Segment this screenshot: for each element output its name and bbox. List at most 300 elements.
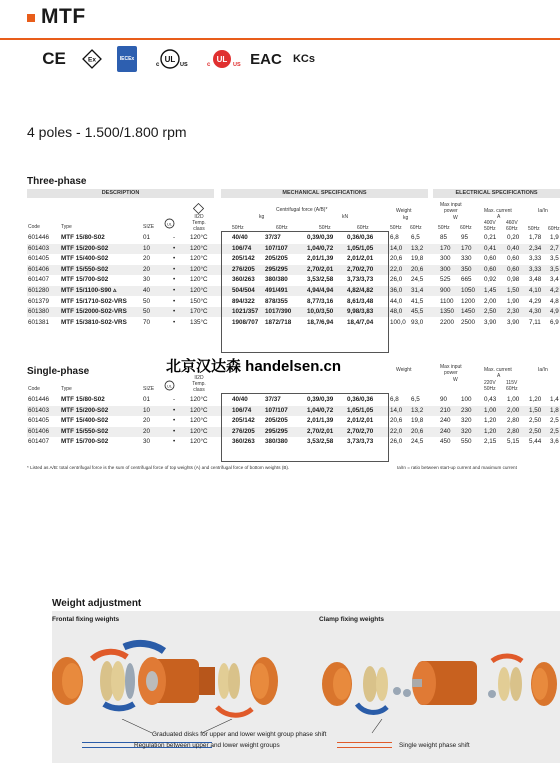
- cell-cf-kn-60: 8,61/3,48: [347, 297, 374, 305]
- cell-weight-50: 6,8: [390, 396, 399, 403]
- col-code: Code: [28, 224, 40, 230]
- cell-ul: •: [173, 406, 176, 414]
- cell-ratio-60: 3,4: [550, 276, 559, 284]
- cell-ratio-50: 4,30: [529, 308, 542, 316]
- cell-cf-kn-50: 2,70/2,01: [307, 427, 334, 435]
- cell-ratio-50: 1,50: [529, 406, 542, 414]
- frontal-weights-right: [218, 663, 240, 699]
- cell-cf-kn-50: 2,01/1,39: [307, 255, 334, 263]
- cell-current-b: 0,98: [507, 276, 520, 284]
- cell-ratio-60: 4,2: [550, 287, 559, 294]
- cell-cf-kn-50: 8,77/3,16: [307, 297, 334, 305]
- eac-mark-icon: EAC: [250, 50, 282, 68]
- frontal-red-arrow: [92, 652, 127, 659]
- cell-cf-kn-50: 2,70/2,01: [307, 265, 334, 273]
- cell-weight-60: 24,5: [411, 276, 424, 284]
- col-kn: kN: [342, 214, 349, 220]
- cell-current-b: 2,00: [507, 406, 520, 414]
- cell-ul: -: [173, 234, 176, 241]
- cell-cf-kn-50: 3,53/2,58: [307, 438, 334, 446]
- certification-logos: [42, 46, 372, 74]
- cell-size: 50: [143, 297, 151, 305]
- cell-cf-kn-60: 18,4/7,04: [347, 318, 374, 326]
- header: [0, 0, 560, 40]
- cell-temp: 120°C: [190, 287, 208, 294]
- frontal-cover-left: [52, 657, 83, 705]
- cell-ratio-50: 2,50: [529, 427, 542, 435]
- page-title: MTF: [41, 5, 86, 28]
- cell-power-60: 320: [461, 427, 472, 435]
- cell-type: MTF 15/700-S02: [61, 438, 109, 446]
- cell-code: 601403: [28, 244, 50, 252]
- cell-current-a: 1,20: [484, 427, 497, 435]
- col-power-50hz: 50Hz: [438, 225, 450, 231]
- cell-size: 10: [143, 244, 151, 252]
- cell-ul: •: [173, 427, 176, 435]
- cell-power-60: 1200: [461, 297, 476, 305]
- col-weight-unit: kg: [403, 215, 409, 221]
- cell-power-50: 210: [440, 406, 451, 414]
- cell-ul: •: [173, 255, 176, 263]
- ul-listed-red-icon: [202, 46, 242, 72]
- sp-col-temp-class: II2D Temp. class: [192, 375, 206, 393]
- cell-current-a: 1,45: [484, 287, 497, 294]
- clamp-blue-arrow: [357, 704, 387, 712]
- cell-current-a: 0,21: [484, 234, 497, 241]
- cell-code: 601446: [28, 234, 50, 241]
- single-phase-title: Single-phase: [27, 366, 90, 377]
- cell-cf-kn-50: 1,04/0,72: [307, 244, 334, 252]
- col-current-60hz: 60Hz: [506, 226, 518, 232]
- col-50hz-kg: 50Hz: [232, 225, 244, 231]
- cell-ul: •: [173, 308, 176, 316]
- cell-cf-kn-50: 3,53/2,58: [307, 276, 334, 284]
- cell-code: 601380: [28, 308, 50, 316]
- cell-power-60: 95: [461, 234, 469, 241]
- cell-size: 30: [143, 276, 151, 284]
- cell-current-b: 1,00: [507, 396, 520, 403]
- col-ul-icon: [164, 218, 175, 231]
- cell-current-b: 2,30: [507, 308, 520, 316]
- cell-cf-kn-60: 2,70/2,70: [347, 427, 374, 435]
- kcs-mark-icon: KCs: [292, 53, 315, 65]
- cell-size: 20: [143, 427, 151, 435]
- cell-size: 10: [143, 406, 151, 414]
- cell-weight-50: 26,0: [390, 276, 403, 284]
- iecex-icon: IECEx: [117, 46, 137, 72]
- cell-current-b: 3,90: [507, 318, 520, 326]
- header-accent-square: [27, 14, 35, 22]
- cell-ul: •: [173, 276, 176, 284]
- weight-adjustment-title: Weight adjustment: [52, 598, 142, 609]
- cell-cf-kn-60: 0,36/0,36: [347, 234, 374, 241]
- cell-weight-50: 48,0: [390, 308, 403, 316]
- cell-cf-kn-50: 18,7/6,94: [307, 318, 334, 326]
- cell-ratio-60: 3,5: [550, 265, 559, 273]
- col-60hz-kn: 60Hz: [357, 225, 369, 231]
- three-phase-mech-frame: [221, 231, 389, 353]
- cell-weight-60: 13,2: [411, 406, 424, 414]
- cell-ratio-60: 4,8: [550, 297, 559, 305]
- cell-weight-50: 22,0: [390, 427, 403, 435]
- cell-ratio-50: 1,78: [529, 234, 542, 241]
- cell-weight-60: 13,2: [411, 244, 424, 252]
- cell-type: MTF 15/1710-S02-VRS: [61, 297, 127, 305]
- cell-weight-60: 45,5: [411, 308, 424, 316]
- cell-code: 601280: [28, 287, 50, 294]
- col-type: Type: [61, 224, 72, 230]
- cell-type: MTF 15/1100-S90 ▵: [61, 287, 117, 294]
- cell-weight-50: 36,0: [390, 287, 403, 294]
- cell-size: 01: [143, 396, 151, 403]
- cell-cf-kn-50: 0,39/0,39: [307, 234, 334, 241]
- cell-temp: 135°C: [190, 318, 208, 326]
- sp-col-power-unit: W: [453, 377, 458, 383]
- cell-cf-kn-50: 2,01/1,39: [307, 417, 334, 425]
- col-weight: Weight: [396, 208, 412, 214]
- cell-ratio-60: 3,5: [550, 255, 559, 263]
- col-ratio-50hz: 50Hz: [528, 226, 540, 232]
- cell-code: 601379: [28, 297, 50, 305]
- cell-cf-kg-50: 360/263: [232, 438, 255, 446]
- atex-ex-icon: [82, 46, 102, 72]
- cell-temp: 120°C: [190, 244, 208, 252]
- cell-type: MTF 15/550-S02: [61, 265, 109, 273]
- cell-power-50: 450: [440, 438, 451, 446]
- cell-cf-kg-50: 205/142: [232, 417, 255, 425]
- cell-weight-50: 14,0: [390, 406, 403, 414]
- cell-cf-kg-50: 40/40: [232, 396, 248, 403]
- clamp-motor: [412, 661, 477, 705]
- clamp-weights-right: [488, 667, 522, 701]
- cell-power-60: 100: [461, 396, 472, 403]
- cell-weight-50: 14,0: [390, 244, 403, 252]
- cell-weight-60: 19,8: [411, 417, 424, 425]
- cell-weight-60: 31,4: [411, 287, 424, 294]
- cell-temp: 170°C: [190, 308, 208, 316]
- cell-current-b: 1,90: [507, 297, 520, 305]
- col-power-unit: W: [453, 215, 458, 221]
- single-phase-mech-frame: [221, 393, 389, 462]
- cell-power-50: 240: [440, 417, 451, 425]
- cell-code: 601405: [28, 417, 50, 425]
- sp-col-current-50hz: 50Hz: [484, 386, 496, 392]
- cell-current-a: 2,15: [484, 438, 497, 446]
- cell-cf-kn-60: 4,82/4,82: [347, 287, 374, 294]
- frontal-top-blue-arrow: [124, 643, 164, 651]
- cell-current-b: 2,80: [507, 417, 520, 425]
- cell-type: MTF 15/200-S02: [61, 244, 109, 252]
- col-current: Max. current: [484, 208, 512, 214]
- cell-cf-kg-60: 107/107: [265, 244, 288, 252]
- watermark: 北京汉达森 handelsen.cn: [166, 358, 342, 375]
- cell-current-a: 0,60: [484, 265, 497, 273]
- col-size: SIZE: [143, 224, 155, 230]
- cell-temp: 120°C: [190, 427, 208, 435]
- svg-text:US: US: [180, 62, 188, 68]
- speed-subtitle: 4 poles - 1.500/1.800 rpm: [27, 124, 187, 140]
- cell-weight-60: 24,5: [411, 438, 424, 446]
- sp-col-size: SIZE: [143, 386, 155, 392]
- cell-power-60: 550: [461, 438, 472, 446]
- svg-text:c: c: [207, 62, 211, 68]
- cell-cf-kn-60: 3,73/3,73: [347, 438, 374, 446]
- cell-ul: •: [173, 287, 176, 294]
- cell-cf-kg-50: 894/322: [232, 297, 255, 305]
- band-description: DESCRIPTION: [27, 189, 214, 198]
- cell-type: MTF 15/400-S02: [61, 255, 109, 263]
- cell-current-b: 0,20: [507, 234, 520, 241]
- legend-red-label: Single weight phase shift: [399, 742, 470, 749]
- cell-code: 601381: [28, 318, 50, 326]
- cell-code: 601446: [28, 396, 50, 403]
- cell-type: MTF 15/700-S02: [61, 276, 109, 284]
- cell-ratio-60: 1,8: [550, 406, 559, 414]
- cell-ratio-60: 1,9: [550, 234, 559, 241]
- cell-type: MTF 15/2000-S02-VRS: [61, 308, 127, 316]
- cell-power-50: 525: [440, 276, 451, 284]
- cell-power-50: 85: [440, 234, 448, 241]
- cell-code: 601407: [28, 438, 50, 446]
- cell-cf-kg-50: 205/142: [232, 255, 255, 263]
- three-phase-title: Three-phase: [27, 176, 87, 187]
- cell-current-b: 0,60: [507, 265, 520, 273]
- cell-temp: 120°C: [190, 396, 208, 403]
- svg-text:US: US: [233, 62, 241, 68]
- cell-size: 20: [143, 255, 151, 263]
- cell-power-50: 300: [440, 255, 451, 263]
- cell-ratio-60: 2,5: [550, 427, 559, 435]
- cell-cf-kn-60: 1,05/1,05: [347, 406, 374, 414]
- cell-ratio-50: 1,20: [529, 396, 542, 403]
- cell-power-60: 320: [461, 417, 472, 425]
- cell-current-a: 0,60: [484, 255, 497, 263]
- cell-cf-kg-50: 1908/707: [232, 318, 259, 326]
- cell-code: 601406: [28, 427, 50, 435]
- cell-cf-kn-60: 9,98/3,83: [347, 308, 374, 316]
- col-ratio-60hz: 60Hz: [548, 226, 560, 232]
- cell-power-50: 2200: [440, 318, 455, 326]
- sp-col-220v: 220V: [484, 380, 496, 386]
- cell-code: 601406: [28, 265, 50, 273]
- cell-ratio-60: 3,6: [550, 438, 559, 446]
- cell-current-a: 0,41: [484, 244, 497, 252]
- graduated-disks-caption: Graduated disks for upper and lower weight group phase shift: [152, 731, 327, 738]
- cell-cf-kg-50: 1021/357: [232, 308, 259, 316]
- clamp-cover-left: [322, 662, 352, 706]
- weight-diagram-illustration: [52, 629, 560, 729]
- cell-ratio-60: 4,9: [550, 308, 559, 316]
- cell-ratio-60: 2,5: [550, 417, 559, 425]
- cell-cf-kg-60: 107/107: [265, 406, 288, 414]
- cell-weight-60: 93,0: [411, 318, 424, 326]
- col-power: Max input power: [440, 202, 462, 214]
- cell-cf-kn-60: 2,70/2,70: [347, 265, 374, 273]
- cell-ul: •: [173, 438, 176, 446]
- cell-temp: 120°C: [190, 417, 208, 425]
- cell-cf-kg-60: 295/295: [265, 265, 288, 273]
- cell-type: MTF 15/550-S02: [61, 427, 109, 435]
- cell-power-60: 2500: [461, 318, 476, 326]
- cell-power-60: 170: [461, 244, 472, 252]
- col-current-50hz: 50Hz: [484, 226, 496, 232]
- cell-ul: •: [173, 318, 176, 326]
- cell-current-a: 0,43: [484, 396, 497, 403]
- svg-text:UL: UL: [164, 55, 176, 64]
- cell-weight-50: 22,0: [390, 265, 403, 273]
- cell-size: 20: [143, 417, 151, 425]
- sp-col-ul-icon: [164, 380, 175, 393]
- cell-cf-kn-50: 1,04/0,72: [307, 406, 334, 414]
- cell-cf-kg-50: 106/74: [232, 406, 252, 414]
- cell-weight-60: 20,6: [411, 265, 424, 273]
- cell-power-60: 665: [461, 276, 472, 284]
- cell-weight-60: 20,6: [411, 427, 424, 435]
- cell-temp: 150°C: [190, 297, 208, 305]
- cell-code: 601403: [28, 406, 50, 414]
- sp-col-current-60hz: 60Hz: [506, 386, 518, 392]
- cell-weight-60: 6,5: [411, 234, 420, 241]
- cell-type: MTF 15/200-S02: [61, 406, 109, 414]
- cell-weight-50: 26,0: [390, 438, 403, 446]
- cell-current-a: 3,90: [484, 318, 497, 326]
- col-50hz-kn: 50Hz: [319, 225, 331, 231]
- footnote-ratio: Ia/In = ratio between start-up current and maximum current: [397, 465, 517, 470]
- cell-power-60: 330: [461, 255, 472, 263]
- cell-ratio-60: 1,4: [550, 396, 559, 403]
- cell-temp: 120°C: [190, 234, 208, 241]
- cell-weight-50: 20,6: [390, 417, 403, 425]
- cell-code: 601407: [28, 276, 50, 284]
- sp-col-power: Max input power: [440, 364, 462, 376]
- col-400v: 400V: [484, 220, 496, 226]
- col-ratio: Ia/In: [538, 208, 548, 214]
- sp-col-115v: 115V: [506, 380, 518, 386]
- cell-current-a: 2,50: [484, 308, 497, 316]
- cell-power-50: 300: [440, 265, 451, 273]
- cell-power-50: 1100: [440, 297, 454, 305]
- cell-cf-kg-50: 40/40: [232, 234, 248, 241]
- col-temp-class: II2D Temp. class: [192, 214, 206, 232]
- svg-text:UL: UL: [166, 221, 173, 227]
- cell-cf-kn-60: 2,01/2,01: [347, 417, 374, 425]
- col-weight-50hz: 50Hz: [390, 225, 402, 231]
- cell-ratio-50: 4,29: [529, 297, 542, 305]
- clamp-weights-left: [363, 666, 411, 702]
- sp-col-current: Max. current: [484, 367, 512, 373]
- cell-weight-50: 44,0: [390, 297, 403, 305]
- col-460v: 460V: [506, 220, 518, 226]
- cell-current-b: 1,50: [507, 287, 520, 294]
- cell-size: 70: [143, 318, 151, 326]
- cell-weight-50: 20,6: [390, 255, 403, 263]
- cell-cf-kg-60: 380/380: [265, 438, 288, 446]
- cell-ul: •: [173, 265, 176, 273]
- footnote-centrifugal: * Listed as A/B: total centrifugal force is the sum of centrifugal force of top weights (A) and centrifugal force of bottom weights (B).: [27, 465, 290, 470]
- col-kg: kg: [259, 214, 265, 220]
- cell-cf-kg-60: 491/491: [265, 287, 288, 294]
- header-rule: [0, 38, 560, 40]
- cell-power-50: 90: [440, 396, 448, 403]
- cell-ratio-50: 5,44: [529, 438, 542, 446]
- cell-type: MTF 15/80-S02: [61, 396, 105, 403]
- ce-mark-icon: CE: [42, 49, 66, 68]
- clamp-cover-right: [531, 662, 557, 706]
- svg-text:c: c: [156, 62, 160, 68]
- cell-ul: •: [173, 244, 176, 252]
- cell-cf-kg-50: 360/263: [232, 276, 255, 284]
- cell-ul: •: [173, 417, 176, 425]
- cell-ratio-60: 2,7: [550, 244, 559, 252]
- cell-power-50: 240: [440, 427, 451, 435]
- cell-ratio-60: 6,9: [550, 318, 559, 326]
- cell-power-50: 900: [440, 287, 451, 294]
- cell-cf-kn-60: 3,73/3,73: [347, 276, 374, 284]
- col-60hz-kg: 60Hz: [276, 225, 288, 231]
- weight-adjustment-panel: [52, 611, 560, 763]
- cell-ratio-50: 2,34: [529, 244, 542, 252]
- cell-ratio-50: 3,48: [529, 276, 542, 284]
- clamp-red-arrow: [492, 656, 522, 661]
- cell-temp: 120°C: [190, 438, 208, 446]
- cell-temp: 120°C: [190, 265, 208, 273]
- svg-text:UL: UL: [216, 55, 228, 64]
- sp-col-ratio: Ia/In: [538, 367, 548, 373]
- cell-temp: 120°C: [190, 255, 208, 263]
- cell-weight-60: 41,5: [411, 297, 424, 305]
- cell-weight-60: 6,5: [411, 396, 420, 403]
- band-mechanical: MECHANICAL SPECIFICATIONS: [221, 189, 428, 198]
- frontal-motor: [138, 657, 215, 705]
- cell-cf-kg-60: 205/205: [265, 255, 288, 263]
- cell-cf-kn-60: 2,01/2,01: [347, 255, 374, 263]
- cell-cf-kg-50: 276/205: [232, 265, 255, 273]
- cell-current-a: 1,00: [484, 406, 497, 414]
- cell-cf-kg-50: 504/504: [232, 287, 255, 294]
- cell-cf-kg-60: 380/380: [265, 276, 288, 284]
- cell-code: 601405: [28, 255, 50, 263]
- cell-cf-kg-50: 276/205: [232, 427, 255, 435]
- svg-text:UL: UL: [166, 383, 173, 389]
- cell-power-50: 170: [440, 244, 451, 252]
- svg-text:Ex: Ex: [88, 56, 96, 64]
- cell-power-60: 1450: [461, 308, 476, 316]
- cell-cf-kg-60: 878/355: [265, 297, 288, 305]
- legend-blue-label: Regulation between upper and lower weight groups: [134, 742, 280, 749]
- cell-ul: -: [173, 396, 176, 403]
- cell-temp: 120°C: [190, 276, 208, 284]
- sp-col-type: Type: [61, 386, 72, 392]
- cell-cf-kg-60: 37/37: [265, 234, 281, 241]
- cell-current-b: 0,40: [507, 244, 520, 252]
- cell-weight-50: 6,8: [390, 234, 399, 241]
- col-current-unit: A: [497, 214, 501, 220]
- frontal-weights: [100, 661, 135, 701]
- frontal-blue-arrow: [104, 704, 134, 708]
- sp-col-current-unit: A: [497, 373, 501, 379]
- cell-ratio-50: 7,11: [529, 318, 541, 326]
- cell-cf-kn-50: 10,0/3,50: [307, 308, 334, 316]
- sp-col-code: Code: [28, 386, 40, 392]
- clamp-fixing-label: Clamp fixing weights: [319, 616, 385, 623]
- frontal-fixing-label: Frontal fixing weights: [52, 616, 120, 623]
- cell-size: 01: [143, 234, 151, 241]
- cell-cf-kg-60: 37/37: [265, 396, 281, 403]
- cell-size: 50: [143, 308, 151, 316]
- cell-current-b: 2,80: [507, 427, 520, 435]
- band-electrical: ELECTRICAL SPECIFICATIONS: [433, 189, 560, 198]
- cell-type: MTF 15/400-S02: [61, 417, 109, 425]
